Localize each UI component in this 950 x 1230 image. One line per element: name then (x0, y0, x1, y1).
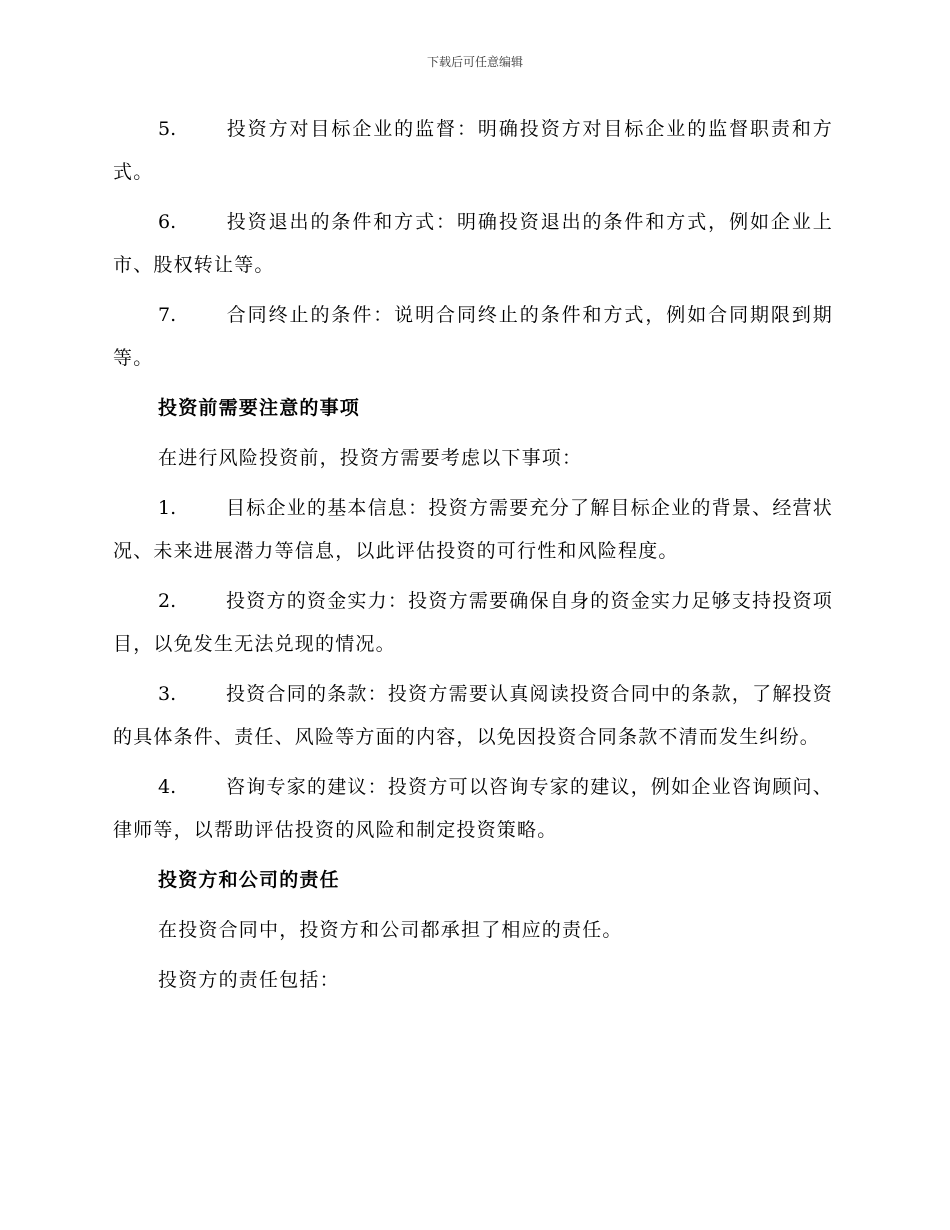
item-number: 3. (158, 683, 177, 705)
document-body (113, 108, 833, 1009)
item-text: 投资方对目标企业的监督：明确投资方对目标企业的监督职责和方式。 (113, 118, 833, 183)
list-item (113, 487, 833, 573)
section-heading-precautions: 投资前需要注意的事项 (158, 397, 361, 419)
item-number: 4. (158, 776, 177, 798)
item-number: 6. (158, 211, 177, 233)
item-text: 目标企业的基本信息：投资方需要充分了解目标企业的背景、经营状况、未来进展潜力等信息，以此评估投资的可行性和风险程度。 (113, 497, 833, 562)
item-text: 投资合同的条款：投资方需要认真阅读投资合同中的条款，了解投资的具体条件、责任、风险等方面的内容，以免因投资合同条款不清而发生纠纷。 (113, 683, 833, 748)
section-intro: 在投资合同中，投资方和公司都承担了相应的责任。 (158, 919, 623, 941)
section-subheading: 投资方的责任包括： (158, 969, 340, 991)
item-number: 5. (158, 118, 177, 140)
item-number: 2. (158, 590, 177, 612)
list-item (113, 201, 833, 287)
item-text: 合同终止的条件：说明合同终止的条件和方式，例如合同期限到期等。 (113, 304, 833, 369)
list-item (113, 294, 833, 380)
item-text: 咨询专家的建议：投资方可以咨询专家的建议，例如企业咨询顾问、律师等，以帮助评估投资的风险和制定投资策略。 (113, 776, 833, 841)
list-item (113, 673, 833, 759)
list-item (113, 108, 833, 194)
item-text: 投资退出的条件和方式：明确投资退出的条件和方式，例如企业上市、股权转让等。 (113, 211, 833, 276)
item-number: 7. (158, 304, 177, 326)
list-item (113, 766, 833, 852)
section-intro: 在进行风险投资前，投资方需要考虑以下事项： (158, 447, 583, 469)
page-header-note: 下载后可任意编辑 (426, 55, 523, 69)
item-text: 投资方的资金实力：投资方需要确保自身的资金实力足够支持投资项目，以免发生无法兑现的情况。 (113, 590, 833, 655)
list-item (113, 580, 833, 666)
section-heading-responsibilities: 投资方和公司的责任 (158, 869, 340, 891)
item-number: 1. (158, 497, 177, 519)
